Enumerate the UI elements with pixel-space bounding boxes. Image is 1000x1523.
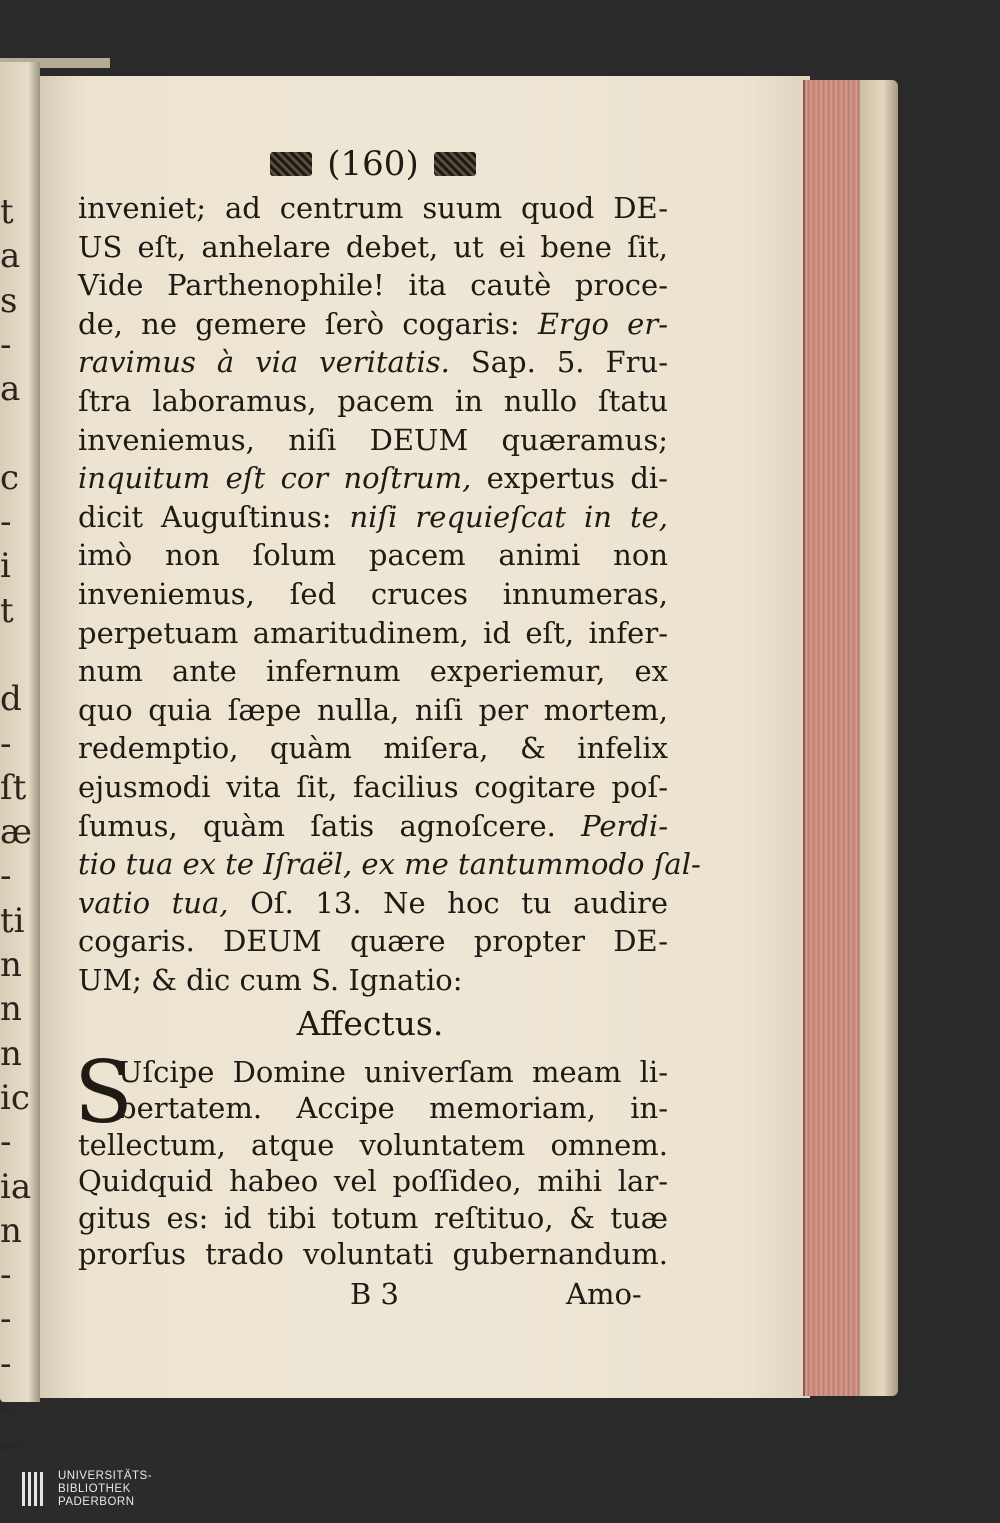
text-span: prorſus trado voluntati gubernandum.	[78, 1237, 668, 1271]
text-span: UM; & dic cum S. Ignatio:	[78, 963, 463, 997]
left-page-fragment: n	[0, 1210, 22, 1251]
left-page-fragment	[0, 633, 20, 677]
page-number: (160)	[327, 144, 419, 184]
text-line	[78, 420, 668, 460]
text-span: redemptio, quàm miſera, & infelix	[78, 731, 668, 766]
left-page-fragment	[0, 411, 20, 455]
left-page-fragment: t	[0, 192, 14, 232]
left-page-fragment: n	[0, 989, 22, 1030]
text-span: US eſt, anhelare debet, ut ei bene ſit,	[78, 229, 668, 264]
text-span: ravimus à via veritatis.	[78, 345, 450, 380]
text-line	[78, 844, 701, 884]
text-span: Vide Parthenophile! ita cautè proce-	[78, 268, 668, 303]
left-page-fragment: -	[0, 856, 12, 897]
text-span: inveniemus, ſed cruces innumeras,	[78, 577, 668, 611]
left-page-fragment: a	[0, 236, 21, 277]
text-line	[78, 613, 668, 653]
text-span: inveniemus, niſi DEUM quæramus;	[78, 422, 668, 457]
section-heading: Affectus.	[296, 1004, 444, 1043]
left-page-fragment: s	[0, 280, 18, 321]
left-page-fragment: ſt	[0, 767, 27, 808]
text-span: ejusmodi vita ſit, facilius cogitare poſ-	[78, 770, 668, 804]
text-line	[78, 767, 668, 807]
drop-capital: S	[74, 1043, 133, 1143]
text-line	[78, 806, 668, 846]
left-page-fragment: ti	[0, 900, 25, 941]
text-span: inquitum eſt cor noſtrum,	[78, 461, 472, 496]
text-line	[78, 1125, 668, 1165]
text-span: tellectum, atque voluntatem omnem.	[78, 1127, 668, 1162]
left-page-fragment: -	[0, 324, 12, 365]
text-line	[78, 960, 668, 1000]
left-ornament-icon	[270, 152, 312, 176]
text-line	[78, 883, 668, 923]
text-line	[78, 921, 668, 961]
right-ornament-icon	[434, 152, 476, 176]
left-page-fragment: -	[0, 502, 12, 543]
text-span: Sap. 5. Fru-	[449, 345, 668, 380]
left-page-fragment: n	[0, 945, 22, 986]
text-line	[118, 1088, 668, 1128]
text-span: imò non ſolum pacem animi non	[78, 538, 668, 573]
text-span: num ante infernum experiemur, ex	[78, 654, 668, 689]
left-page-fragment: d	[0, 679, 22, 720]
text-span: vatio tua,	[78, 885, 229, 920]
left-page-text-fragments	[0, 190, 32, 1519]
text-line	[78, 381, 668, 421]
left-page-fragment: -	[0, 723, 12, 764]
left-page-fragment: -	[0, 1122, 12, 1163]
text-span: Uſcipe Domine univerſam meam li-	[118, 1055, 668, 1089]
left-page-fragment: ic	[0, 1077, 30, 1118]
text-line	[78, 1161, 668, 1201]
text-span: bertatem. Accipe memoriam, in-	[118, 1091, 668, 1126]
text-span: ſumus, quàm ſatis agnoſcere.	[78, 808, 582, 843]
text-line	[78, 728, 668, 768]
signature-mark: B 3	[350, 1277, 399, 1311]
text-line	[78, 265, 668, 305]
text-line	[78, 227, 668, 267]
left-page-fragment: i	[0, 546, 11, 587]
text-span: Quidquid habeo vel poſſideo, mihi lar-	[78, 1164, 668, 1199]
text-span: Ergo er-	[537, 306, 668, 341]
left-page-fragment: n	[0, 1033, 22, 1074]
text-span: de, ne gemere ſerò cogaris:	[78, 306, 538, 341]
text-span: dicit Auguſtinus:	[78, 499, 350, 534]
catchword: Amo-	[566, 1277, 642, 1311]
text-line	[78, 1234, 668, 1274]
left-page-fragment: c	[0, 457, 20, 498]
text-line	[78, 188, 668, 228]
text-span: ſtra laboramus, pacem in nullo ſtatu	[78, 384, 668, 418]
text-line	[78, 535, 668, 575]
text-line	[78, 1198, 668, 1238]
library-logo-icon	[22, 1472, 46, 1506]
left-page-fragment: a	[0, 369, 21, 410]
left-page-fragment: -	[0, 1343, 12, 1384]
page-edges	[803, 80, 865, 1396]
text-line	[118, 1052, 668, 1092]
left-page-fragment: -	[0, 1299, 12, 1340]
text-span: perpetuam amaritudinem, id eſt, infer-	[78, 615, 668, 650]
text-span: cogaris. DEUM quære propter DE-	[78, 924, 668, 959]
library-name: UNIVERSITÄTS- BIBLIOTHEK PADERBORN	[58, 1470, 153, 1508]
text-span: expertus di-	[471, 461, 668, 496]
text-span: quo quia ſæpe nulla, niſi per mortem,	[78, 692, 668, 727]
text-line	[78, 497, 668, 537]
text-span: Perdi-	[581, 808, 668, 843]
text-line	[78, 304, 668, 344]
left-page-fragment: æ	[0, 812, 32, 853]
left-page-fragment: -	[0, 1255, 12, 1296]
right-cover-edge	[860, 80, 898, 1396]
left-page-fragment: t	[0, 590, 14, 631]
left-page-fragment: -	[0, 1388, 12, 1429]
page-header	[258, 140, 488, 184]
text-span: Oſ. 13. Ne hoc tu audire	[228, 885, 668, 920]
text-line	[78, 690, 668, 730]
left-page-fragment: ia	[0, 1166, 32, 1207]
text-line	[78, 342, 668, 382]
text-span: tio tua ex te Iſraël, ex me tantummodo ſal-	[78, 847, 701, 882]
text-span: inveniet; ad centrum suum quod DE-	[78, 191, 668, 225]
text-span: gitus es: id tibi totum reſtituo, & tuæ	[78, 1200, 668, 1235]
text-line	[78, 458, 668, 498]
text-line	[78, 574, 668, 614]
text-line	[78, 651, 668, 691]
text-span: niſi requieſcat in te,	[349, 499, 668, 534]
